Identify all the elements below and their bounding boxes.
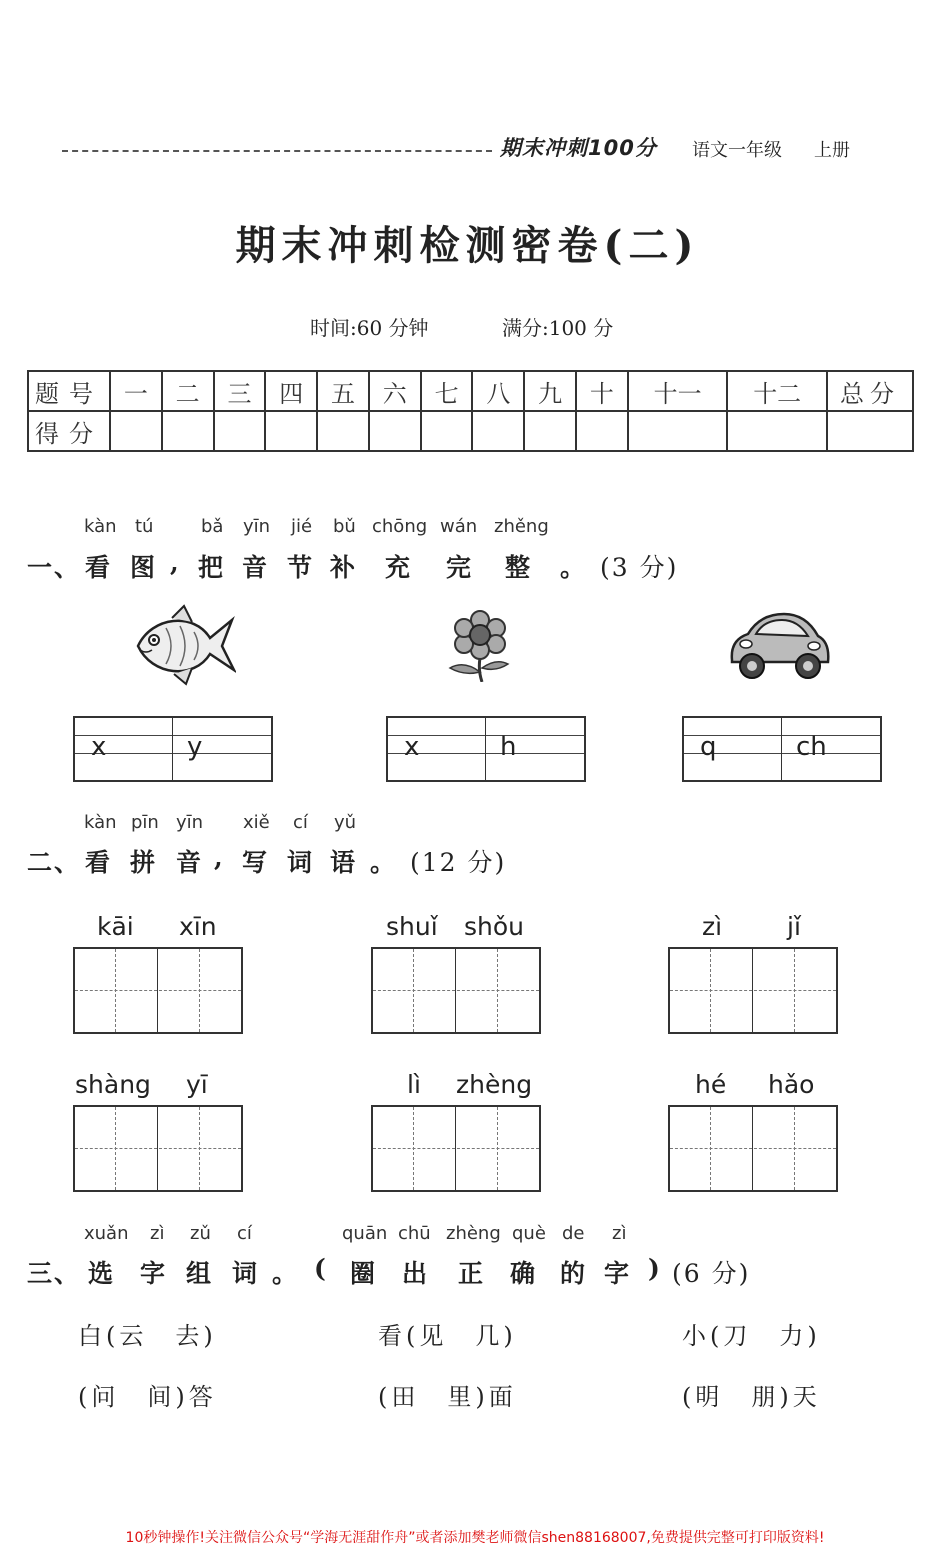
pinyin: zì <box>612 1223 627 1244</box>
pinyin: kàn <box>84 812 117 833</box>
heading-char: 字 <box>604 1259 632 1288</box>
score-cell[interactable] <box>727 411 827 451</box>
score-col: 二 <box>162 371 214 411</box>
heading-char: 音 <box>176 848 204 877</box>
initial-letter: q <box>700 732 717 762</box>
exam-time: 时间:60 分钟 <box>310 316 429 340</box>
pinyin: què <box>512 1223 546 1244</box>
pinyin: quān <box>342 1223 388 1244</box>
pinyin: yǔ <box>334 812 357 833</box>
pinyin-box-flower[interactable] <box>386 716 586 782</box>
score-col: 四 <box>265 371 317 411</box>
word-pinyin: yī <box>186 1070 208 1099</box>
word-pinyin: zì <box>702 912 723 941</box>
score-col: 十一 <box>628 371 728 411</box>
section-number: 二、 <box>27 848 82 877</box>
score-cell[interactable] <box>110 411 162 451</box>
word-choice[interactable]: 看(见 几) <box>378 1322 517 1350</box>
score-table <box>27 370 914 452</box>
score-col: 十 <box>576 371 628 411</box>
section-points: (12 分) <box>410 848 507 877</box>
initial-letter: ch <box>796 732 827 762</box>
score-col: 一 <box>110 371 162 411</box>
pinyin: pīn <box>131 812 159 833</box>
score-cell[interactable] <box>421 411 473 451</box>
score-cell[interactable] <box>628 411 728 451</box>
flower-picture <box>442 610 518 682</box>
score-col-total: 总分 <box>827 371 913 411</box>
heading-char: 拼 <box>130 848 158 877</box>
pinyin: yīn <box>176 812 204 833</box>
heading-char: 。 <box>560 553 588 582</box>
header-brand: 期末冲刺100分 <box>500 136 657 160</box>
heading-char: 出 <box>402 1259 430 1288</box>
score-cell[interactable] <box>576 411 628 451</box>
score-table-label: 题号 <box>28 371 110 411</box>
score-cell[interactable] <box>524 411 576 451</box>
writing-grid[interactable] <box>73 1105 243 1192</box>
heading-char: 完 <box>446 553 474 582</box>
word-choice[interactable]: (明 朋)天 <box>682 1383 821 1411</box>
score-col: 三 <box>214 371 266 411</box>
pinyin: xuǎn <box>84 1223 129 1244</box>
heading-char: 充 <box>385 553 413 582</box>
initial-letter: x <box>91 732 107 762</box>
initial-letter: x <box>404 732 420 762</box>
score-col: 七 <box>421 371 473 411</box>
heading-char: 词 <box>287 848 315 877</box>
score-col: 六 <box>369 371 421 411</box>
heading-char: 组 <box>186 1259 214 1288</box>
score-col: 五 <box>317 371 369 411</box>
score-table-header-row <box>28 371 913 411</box>
initial-letter: h <box>500 732 517 762</box>
heading-char: ( <box>314 1254 328 1283</box>
fish-picture <box>132 604 236 686</box>
score-cell[interactable] <box>162 411 214 451</box>
car-picture <box>726 610 832 684</box>
score-col: 八 <box>472 371 524 411</box>
score-cell[interactable] <box>265 411 317 451</box>
writing-grid[interactable] <box>371 1105 541 1192</box>
heading-char: 写 <box>242 848 270 877</box>
heading-char: 整 <box>505 553 533 582</box>
word-pinyin: xīn <box>179 912 217 941</box>
writing-grid[interactable] <box>668 1105 838 1192</box>
pinyin: wán <box>440 516 478 537</box>
heading-char: 图 <box>130 553 158 582</box>
heading-char: 圈 <box>350 1259 378 1288</box>
header-dashed-line <box>62 150 492 152</box>
heading-char: 音 <box>242 553 270 582</box>
section-number: 三、 <box>27 1259 82 1288</box>
score-cell[interactable] <box>369 411 421 451</box>
score-cell[interactable] <box>317 411 369 451</box>
heading-char: 的 <box>560 1259 588 1288</box>
pinyin: tú <box>135 516 154 537</box>
pinyin: cí <box>293 812 308 833</box>
score-cell-total[interactable] <box>827 411 913 451</box>
pinyin: zhèng <box>446 1223 501 1244</box>
word-pinyin: zhèng <box>456 1070 533 1099</box>
word-pinyin: shǒu <box>464 912 525 941</box>
pinyin-box-car[interactable] <box>682 716 882 782</box>
pinyin: zì <box>150 1223 165 1244</box>
word-choice[interactable]: 白(云 去) <box>78 1322 217 1350</box>
heading-char: 节 <box>287 553 315 582</box>
pinyin: xiě <box>243 812 270 833</box>
pinyin: de <box>562 1223 585 1244</box>
word-pinyin: hǎo <box>768 1070 815 1099</box>
score-cell[interactable] <box>472 411 524 451</box>
score-cell[interactable] <box>214 411 266 451</box>
pinyin: jié <box>291 516 313 537</box>
footer-promo: 10秒钟操作!关注微信公众号“学海无涯甜作舟”或者添加樊老师微信shen88168007,免费提供完整可打印版资料! <box>125 1530 825 1546</box>
word-pinyin: lì <box>407 1070 421 1099</box>
heading-char: 选 <box>88 1259 116 1288</box>
score-table-score-row <box>28 411 913 451</box>
score-col: 九 <box>524 371 576 411</box>
word-choice[interactable]: (问 间)答 <box>78 1383 217 1411</box>
heading-char: 。 <box>370 848 398 877</box>
word-choice[interactable]: (田 里)面 <box>378 1383 517 1411</box>
heading-char: 。 <box>272 1259 300 1288</box>
pinyin: bǔ <box>333 516 356 537</box>
section-points: (3 分) <box>600 553 679 582</box>
score-col: 十二 <box>727 371 827 411</box>
heading-char: 把 <box>198 553 226 582</box>
pinyin: chū <box>398 1223 431 1244</box>
pinyin: zhěng <box>494 516 549 537</box>
word-pinyin: shuǐ <box>386 912 438 941</box>
writing-grid[interactable] <box>73 947 243 1034</box>
page-title: 期末冲刺检测密卷(二) <box>235 222 700 269</box>
heading-char: 语 <box>330 848 358 877</box>
pinyin: zǔ <box>190 1223 211 1244</box>
exam-full-score: 满分:100 分 <box>502 316 614 340</box>
word-pinyin: shàng <box>75 1070 151 1099</box>
pinyin: chōng <box>372 516 428 537</box>
header-subject: 语文一年级 <box>692 140 782 161</box>
heading-char: 字 <box>140 1259 168 1288</box>
word-choice[interactable]: 小(刀 力) <box>682 1322 821 1350</box>
word-pinyin: kāi <box>97 912 134 941</box>
word-pinyin: jǐ <box>787 912 801 941</box>
pinyin: kàn <box>84 516 117 537</box>
score-table-score-label: 得分 <box>28 411 110 451</box>
pinyin: yīn <box>243 516 271 537</box>
heading-char: 正 <box>458 1259 486 1288</box>
writing-grid[interactable] <box>371 947 541 1034</box>
heading-char: 看 <box>85 553 113 582</box>
heading-char: 看 <box>85 848 113 877</box>
writing-grid[interactable] <box>668 947 838 1034</box>
pinyin: cí <box>237 1223 252 1244</box>
heading-char: 词 <box>232 1259 260 1288</box>
section-number: 一、 <box>27 553 82 582</box>
heading-char: , <box>170 548 181 577</box>
heading-char: 补 <box>330 553 358 582</box>
initial-letter: y <box>187 732 203 762</box>
section-points: (6 分) <box>672 1259 751 1288</box>
heading-char: , <box>214 843 225 872</box>
pinyin-box-fish[interactable] <box>73 716 273 782</box>
header-volume: 上册 <box>814 140 850 161</box>
pinyin: bǎ <box>201 516 224 537</box>
heading-char: 确 <box>510 1259 538 1288</box>
word-pinyin: hé <box>695 1070 727 1099</box>
heading-char: ) <box>648 1254 662 1283</box>
